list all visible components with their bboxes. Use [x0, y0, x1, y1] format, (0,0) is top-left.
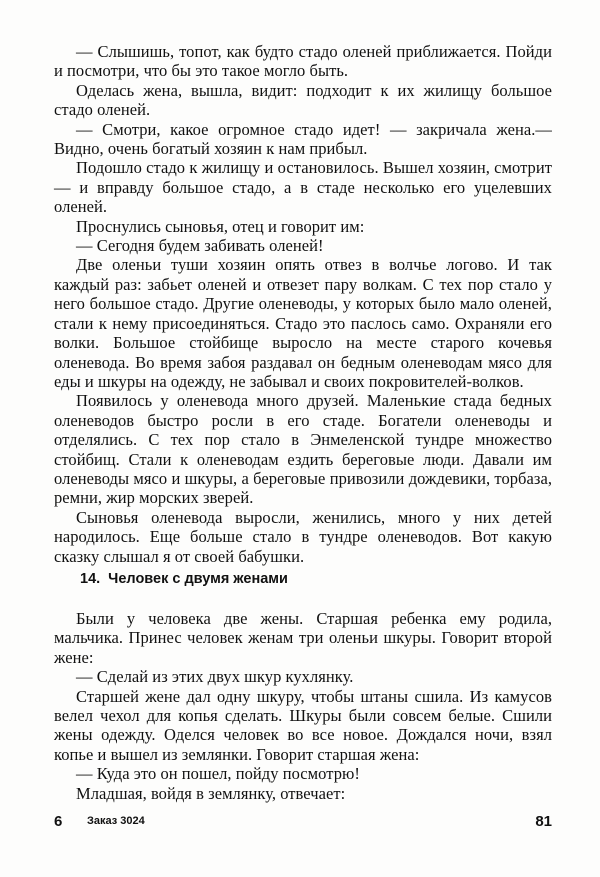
paragraph: Сыновья оленевода выросли, женились, много у них детей народилось. Еще больше стало в тундре оленеводов. Вот какую сказку слышал я от своей бабушки.: [54, 507, 552, 566]
chapter-text: [54, 609, 552, 803]
page-footer: [54, 813, 552, 833]
paragraph: — Сегодня будем забивать оленей!: [76, 236, 324, 256]
chapter-heading: [80, 570, 288, 588]
chapter-title: Человек с двумя женами: [108, 571, 288, 587]
chapter-number: 14.: [80, 571, 101, 587]
print-order: Заказ 3024: [87, 815, 145, 827]
signature-mark: 6: [54, 813, 63, 830]
paragraph: — Куда это он пошел, пойду посмотрю!: [76, 764, 360, 784]
page-number: 81: [535, 813, 552, 830]
paragraph: — Смотри, какое огромное стадо идет! — закричала жена.— Видно, очень богатый хозяин к нам прибыл.: [54, 119, 552, 159]
paragraph: Оделась жена, вышла, видит: подходит к их жилищу большое стадо оленей.: [54, 80, 552, 120]
paragraph: Младшая, войдя в землянку, отвечает:: [76, 783, 346, 803]
paragraph: Старшей жене дал одну шкуру, чтобы штаны сшила. Из камусов велел чехол для копья сделать. Шкуры были совсем белые. Сшили жены одежду. Оделся человек во все новое. Дождался ночи, взял копье и вышел из землянки. Говорит старшая жена:: [54, 686, 552, 764]
paragraph: Появилось у оленевода много друзей. Маленькие стада бедных оленеводов быстро росли в его стаде. Богатели оленеводы и отделялись. С тех пор стало в Энмеленской тундре множество стойбищ. Стали к оленеводам ездить береговые люди. Давали им оленеводы мясо и шкуры, а береговые привозили дождевики, торбаза, ремни, жир морских зверей.: [54, 391, 552, 508]
story-ending-text: [54, 42, 552, 566]
paragraph: Две оленьи туши хозяин опять отвез в волчье логово. И так каждый раз: забьет оленей и отвезет пару волкам. С тех пор стало у него большое стадо. Другие оленеводы, у которых было мало оленей, стали к нему присоединяться. Стадо это паслось само. Охраняли его волки. Большое стойбище выросло на месте старого кочевья оленевода. Во время забоя раздавал он бедным оленеводам мясо для еды и шкуры на одежду, не забывал и своих покровителей-волков.: [54, 255, 552, 391]
paragraph: — Сделай из этих двух шкур кухлянку.: [76, 667, 354, 687]
paragraph: — Слышишь, топот, как будто стадо оленей приближается. Пойди и посмотри, что бы это такое могло быть.: [54, 42, 552, 81]
paragraph: Проснулись сыновья, отец и говорит им:: [76, 216, 365, 236]
paragraph: Были у человека две жены. Старшая ребенка ему родила, мальчика. Принес человек женам три оленьи шкуры. Говорит второй жене:: [54, 609, 552, 667]
paragraph: Подошло стадо к жилищу и остановилось. Вышел хозяин, смотрит — и вправду большое стадо, а в стаде несколько его уцелевших оленей.: [54, 158, 552, 217]
